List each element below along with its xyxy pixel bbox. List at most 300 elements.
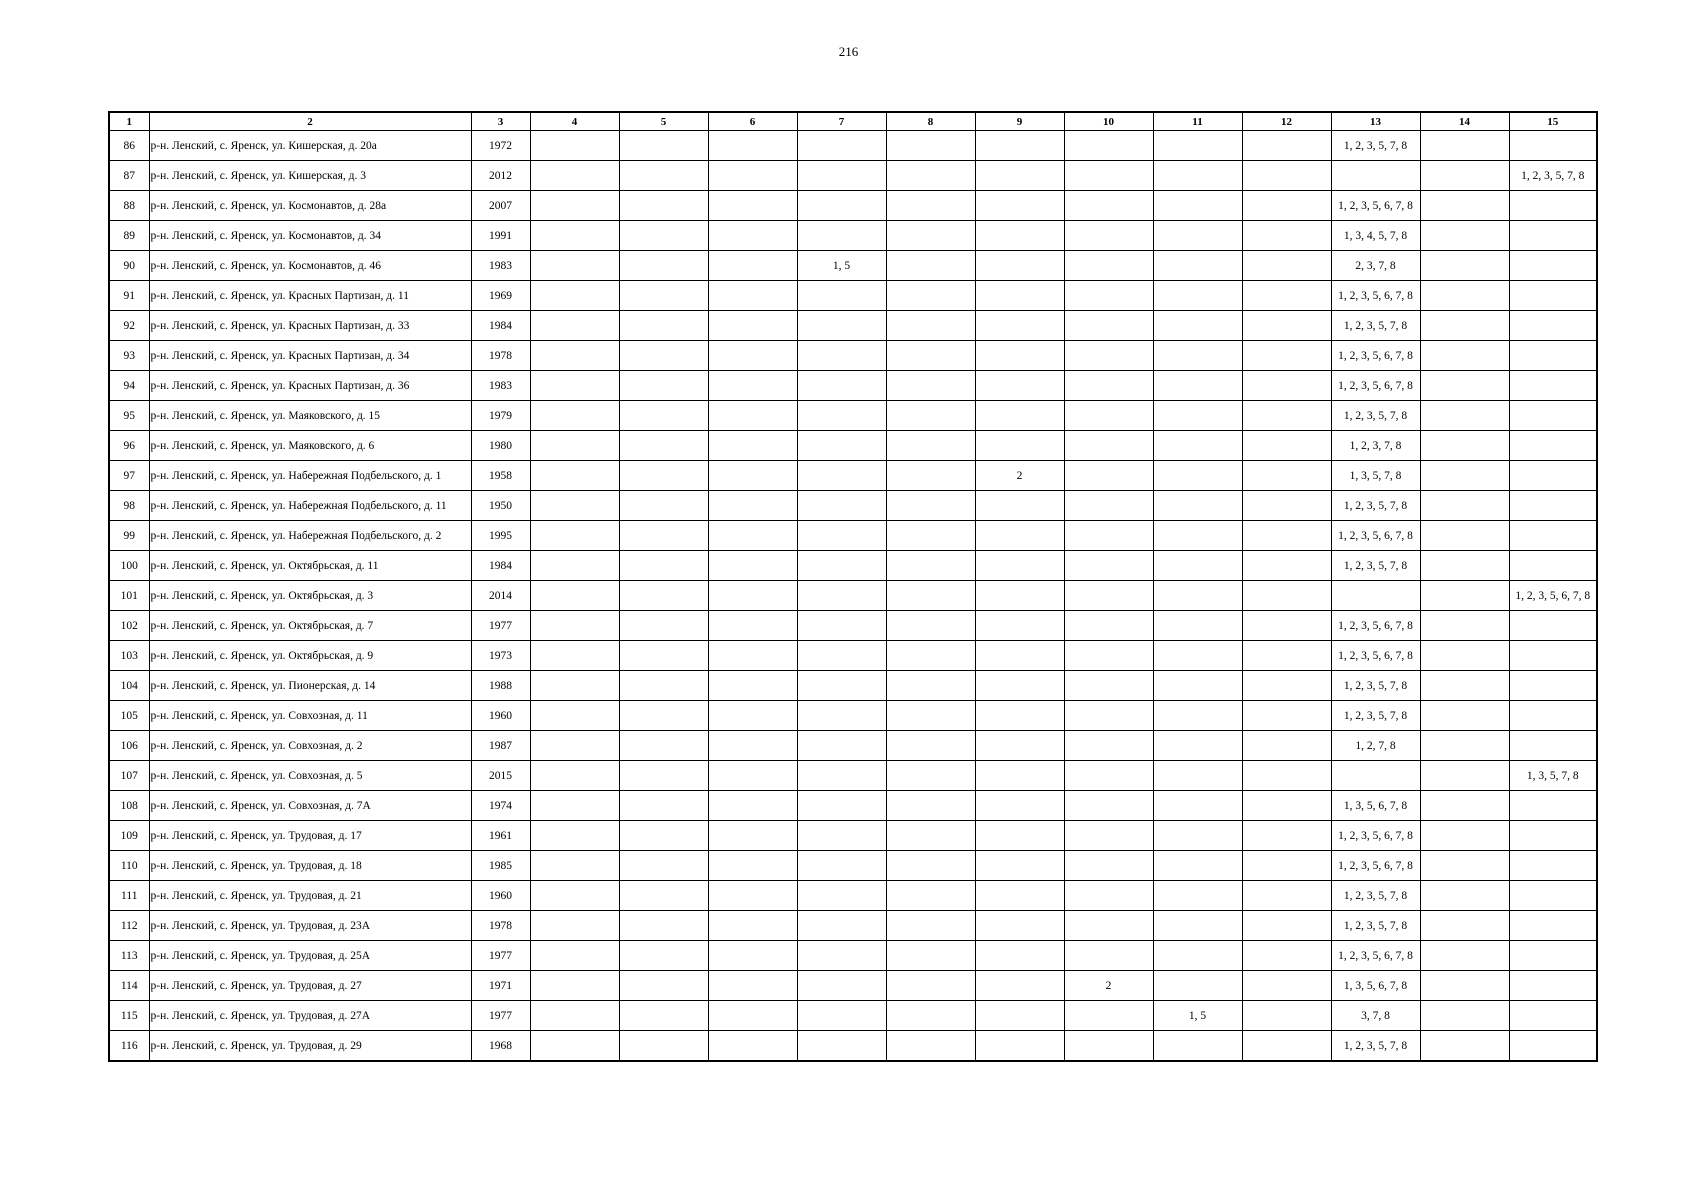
cell-col-8 bbox=[886, 311, 975, 341]
cell-col-10 bbox=[1064, 761, 1153, 791]
cell-col-10 bbox=[1064, 521, 1153, 551]
cell-col-1: 116 bbox=[109, 1031, 149, 1062]
cell-col-9 bbox=[975, 401, 1064, 431]
cell-col-4 bbox=[530, 911, 619, 941]
cell-col-14 bbox=[1420, 791, 1509, 821]
cell-col-5 bbox=[619, 971, 708, 1001]
cell-col-9 bbox=[975, 551, 1064, 581]
cell-col-6 bbox=[708, 731, 797, 761]
table-body bbox=[109, 131, 1597, 1062]
cell-col-11 bbox=[1153, 461, 1242, 491]
cell-col-2: р-н. Ленский, с. Яренск, ул. Пионерская, д. 14 bbox=[149, 671, 471, 701]
cell-col-8 bbox=[886, 821, 975, 851]
cell-col-4 bbox=[530, 821, 619, 851]
cell-col-2: р-н. Ленский, с. Яренск, ул. Набережная Подбельского, д. 1 bbox=[149, 461, 471, 491]
cell-col-8 bbox=[886, 941, 975, 971]
table-row bbox=[109, 491, 1597, 521]
table-row bbox=[109, 431, 1597, 461]
cell-col-14 bbox=[1420, 881, 1509, 911]
cell-col-6 bbox=[708, 671, 797, 701]
cell-col-9 bbox=[975, 971, 1064, 1001]
cell-col-10 bbox=[1064, 941, 1153, 971]
cell-col-4 bbox=[530, 401, 619, 431]
cell-col-10 bbox=[1064, 671, 1153, 701]
cell-col-8 bbox=[886, 731, 975, 761]
cell-col-13: 1, 2, 3, 5, 6, 7, 8 bbox=[1331, 521, 1420, 551]
cell-col-6 bbox=[708, 461, 797, 491]
cell-col-10 bbox=[1064, 191, 1153, 221]
cell-col-10 bbox=[1064, 281, 1153, 311]
cell-col-15 bbox=[1509, 371, 1597, 401]
cell-col-10 bbox=[1064, 431, 1153, 461]
cell-col-11 bbox=[1153, 821, 1242, 851]
table-row bbox=[109, 221, 1597, 251]
cell-col-6 bbox=[708, 911, 797, 941]
cell-col-10 bbox=[1064, 551, 1153, 581]
cell-col-1: 115 bbox=[109, 1001, 149, 1031]
cell-col-14 bbox=[1420, 521, 1509, 551]
cell-col-7 bbox=[797, 431, 886, 461]
cell-col-7 bbox=[797, 401, 886, 431]
cell-col-7 bbox=[797, 641, 886, 671]
cell-col-11 bbox=[1153, 281, 1242, 311]
cell-col-14 bbox=[1420, 551, 1509, 581]
cell-col-3: 1973 bbox=[471, 641, 530, 671]
cell-col-10 bbox=[1064, 131, 1153, 161]
cell-col-15 bbox=[1509, 461, 1597, 491]
cell-col-3: 1984 bbox=[471, 551, 530, 581]
cell-col-12 bbox=[1242, 221, 1331, 251]
buildings-table bbox=[108, 111, 1598, 1062]
cell-col-1: 108 bbox=[109, 791, 149, 821]
cell-col-9 bbox=[975, 611, 1064, 641]
cell-col-8 bbox=[886, 851, 975, 881]
cell-col-8 bbox=[886, 971, 975, 1001]
cell-col-4 bbox=[530, 851, 619, 881]
cell-col-4 bbox=[530, 281, 619, 311]
cell-col-14 bbox=[1420, 611, 1509, 641]
cell-col-5 bbox=[619, 641, 708, 671]
cell-col-2: р-н. Ленский, с. Яренск, ул. Октябрьская, д. 11 bbox=[149, 551, 471, 581]
cell-col-4 bbox=[530, 431, 619, 461]
cell-col-13: 1, 2, 3, 5, 7, 8 bbox=[1331, 551, 1420, 581]
cell-col-12 bbox=[1242, 401, 1331, 431]
cell-col-13: 1, 3, 5, 6, 7, 8 bbox=[1331, 971, 1420, 1001]
cell-col-11 bbox=[1153, 581, 1242, 611]
cell-col-12 bbox=[1242, 371, 1331, 401]
cell-col-11 bbox=[1153, 521, 1242, 551]
cell-col-5 bbox=[619, 521, 708, 551]
table-row bbox=[109, 161, 1597, 191]
cell-col-13: 3, 7, 8 bbox=[1331, 1001, 1420, 1031]
cell-col-6 bbox=[708, 941, 797, 971]
cell-col-8 bbox=[886, 551, 975, 581]
cell-col-14 bbox=[1420, 851, 1509, 881]
cell-col-1: 112 bbox=[109, 911, 149, 941]
cell-col-13: 1, 3, 5, 7, 8 bbox=[1331, 461, 1420, 491]
cell-col-13: 1, 2, 3, 5, 6, 7, 8 bbox=[1331, 371, 1420, 401]
cell-col-12 bbox=[1242, 161, 1331, 191]
cell-col-8 bbox=[886, 431, 975, 461]
cell-col-10 bbox=[1064, 851, 1153, 881]
cell-col-14 bbox=[1420, 911, 1509, 941]
cell-col-3: 1987 bbox=[471, 731, 530, 761]
cell-col-3: 1968 bbox=[471, 1031, 530, 1062]
cell-col-10 bbox=[1064, 491, 1153, 521]
cell-col-12 bbox=[1242, 971, 1331, 1001]
cell-col-1: 111 bbox=[109, 881, 149, 911]
column-header-1: 1 bbox=[109, 112, 149, 131]
cell-col-3: 1988 bbox=[471, 671, 530, 701]
cell-col-8 bbox=[886, 491, 975, 521]
cell-col-10 bbox=[1064, 791, 1153, 821]
table-row bbox=[109, 671, 1597, 701]
cell-col-11: 1, 5 bbox=[1153, 1001, 1242, 1031]
table-row bbox=[109, 461, 1597, 491]
cell-col-2: р-н. Ленский, с. Яренск, ул. Трудовая, д. 23А bbox=[149, 911, 471, 941]
cell-col-5 bbox=[619, 821, 708, 851]
cell-col-7 bbox=[797, 311, 886, 341]
cell-col-11 bbox=[1153, 401, 1242, 431]
table-row bbox=[109, 281, 1597, 311]
cell-col-13 bbox=[1331, 581, 1420, 611]
cell-col-15 bbox=[1509, 641, 1597, 671]
cell-col-8 bbox=[886, 671, 975, 701]
cell-col-14 bbox=[1420, 671, 1509, 701]
cell-col-7 bbox=[797, 761, 886, 791]
cell-col-13: 1, 2, 3, 5, 7, 8 bbox=[1331, 881, 1420, 911]
cell-col-11 bbox=[1153, 191, 1242, 221]
cell-col-13: 1, 2, 3, 5, 7, 8 bbox=[1331, 311, 1420, 341]
cell-col-15 bbox=[1509, 671, 1597, 701]
cell-col-1: 98 bbox=[109, 491, 149, 521]
cell-col-9 bbox=[975, 851, 1064, 881]
cell-col-3: 1977 bbox=[471, 611, 530, 641]
cell-col-4 bbox=[530, 461, 619, 491]
cell-col-13 bbox=[1331, 161, 1420, 191]
cell-col-1: 91 bbox=[109, 281, 149, 311]
cell-col-9 bbox=[975, 521, 1064, 551]
cell-col-2: р-н. Ленский, с. Яренск, ул. Космонавтов, д. 28а bbox=[149, 191, 471, 221]
cell-col-14 bbox=[1420, 491, 1509, 521]
cell-col-9 bbox=[975, 161, 1064, 191]
cell-col-12 bbox=[1242, 611, 1331, 641]
cell-col-6 bbox=[708, 161, 797, 191]
cell-col-6 bbox=[708, 581, 797, 611]
table-row bbox=[109, 131, 1597, 161]
table-row bbox=[109, 1031, 1597, 1062]
cell-col-14 bbox=[1420, 821, 1509, 851]
cell-col-9 bbox=[975, 221, 1064, 251]
cell-col-6 bbox=[708, 131, 797, 161]
cell-col-1: 113 bbox=[109, 941, 149, 971]
cell-col-13: 1, 2, 3, 5, 6, 7, 8 bbox=[1331, 641, 1420, 671]
cell-col-2: р-н. Ленский, с. Яренск, ул. Набережная Подбельского, д. 11 bbox=[149, 491, 471, 521]
cell-col-8 bbox=[886, 1001, 975, 1031]
cell-col-11 bbox=[1153, 851, 1242, 881]
cell-col-5 bbox=[619, 221, 708, 251]
cell-col-11 bbox=[1153, 551, 1242, 581]
column-header-12: 12 bbox=[1242, 112, 1331, 131]
cell-col-6 bbox=[708, 551, 797, 581]
cell-col-2: р-н. Ленский, с. Яренск, ул. Октябрьская, д. 9 bbox=[149, 641, 471, 671]
cell-col-4 bbox=[530, 971, 619, 1001]
cell-col-1: 114 bbox=[109, 971, 149, 1001]
cell-col-14 bbox=[1420, 341, 1509, 371]
cell-col-15 bbox=[1509, 341, 1597, 371]
cell-col-1: 104 bbox=[109, 671, 149, 701]
cell-col-9 bbox=[975, 641, 1064, 671]
cell-col-7 bbox=[797, 371, 886, 401]
cell-col-2: р-н. Ленский, с. Яренск, ул. Совхозная, д. 2 bbox=[149, 731, 471, 761]
cell-col-1: 88 bbox=[109, 191, 149, 221]
cell-col-5 bbox=[619, 611, 708, 641]
cell-col-9: 2 bbox=[975, 461, 1064, 491]
cell-col-7 bbox=[797, 821, 886, 851]
cell-col-4 bbox=[530, 761, 619, 791]
cell-col-10 bbox=[1064, 701, 1153, 731]
cell-col-15 bbox=[1509, 281, 1597, 311]
cell-col-2: р-н. Ленский, с. Яренск, ул. Космонавтов, д. 34 bbox=[149, 221, 471, 251]
cell-col-2: р-н. Ленский, с. Яренск, ул. Совхозная, д. 11 bbox=[149, 701, 471, 731]
cell-col-11 bbox=[1153, 671, 1242, 701]
cell-col-4 bbox=[530, 1001, 619, 1031]
cell-col-15 bbox=[1509, 521, 1597, 551]
cell-col-10 bbox=[1064, 161, 1153, 191]
cell-col-6 bbox=[708, 791, 797, 821]
cell-col-11 bbox=[1153, 731, 1242, 761]
cell-col-15 bbox=[1509, 611, 1597, 641]
cell-col-13: 1, 2, 3, 5, 6, 7, 8 bbox=[1331, 941, 1420, 971]
cell-col-3: 1950 bbox=[471, 491, 530, 521]
cell-col-6 bbox=[708, 641, 797, 671]
cell-col-5 bbox=[619, 551, 708, 581]
cell-col-12 bbox=[1242, 701, 1331, 731]
cell-col-15 bbox=[1509, 941, 1597, 971]
cell-col-4 bbox=[530, 1031, 619, 1062]
cell-col-12 bbox=[1242, 431, 1331, 461]
cell-col-14 bbox=[1420, 641, 1509, 671]
table-row bbox=[109, 251, 1597, 281]
cell-col-6 bbox=[708, 401, 797, 431]
cell-col-13: 1, 2, 3, 5, 7, 8 bbox=[1331, 1031, 1420, 1062]
cell-col-7 bbox=[797, 491, 886, 521]
table-row bbox=[109, 791, 1597, 821]
cell-col-1: 99 bbox=[109, 521, 149, 551]
cell-col-14 bbox=[1420, 371, 1509, 401]
cell-col-12 bbox=[1242, 641, 1331, 671]
cell-col-7 bbox=[797, 521, 886, 551]
cell-col-13: 1, 2, 3, 5, 6, 7, 8 bbox=[1331, 851, 1420, 881]
table-row bbox=[109, 641, 1597, 671]
cell-col-10 bbox=[1064, 461, 1153, 491]
cell-col-14 bbox=[1420, 311, 1509, 341]
cell-col-5 bbox=[619, 761, 708, 791]
cell-col-2: р-н. Ленский, с. Яренск, ул. Октябрьская, д. 7 bbox=[149, 611, 471, 641]
cell-col-10 bbox=[1064, 641, 1153, 671]
cell-col-15: 1, 2, 3, 5, 6, 7, 8 bbox=[1509, 581, 1597, 611]
cell-col-3: 1978 bbox=[471, 341, 530, 371]
table-row bbox=[109, 581, 1597, 611]
cell-col-12 bbox=[1242, 191, 1331, 221]
cell-col-6 bbox=[708, 851, 797, 881]
cell-col-5 bbox=[619, 851, 708, 881]
cell-col-4 bbox=[530, 791, 619, 821]
cell-col-14 bbox=[1420, 251, 1509, 281]
cell-col-1: 87 bbox=[109, 161, 149, 191]
cell-col-4 bbox=[530, 941, 619, 971]
cell-col-5 bbox=[619, 791, 708, 821]
cell-col-8 bbox=[886, 911, 975, 941]
cell-col-13: 1, 2, 3, 5, 7, 8 bbox=[1331, 911, 1420, 941]
cell-col-15 bbox=[1509, 191, 1597, 221]
cell-col-5 bbox=[619, 881, 708, 911]
cell-col-4 bbox=[530, 491, 619, 521]
cell-col-13: 1, 2, 7, 8 bbox=[1331, 731, 1420, 761]
cell-col-10 bbox=[1064, 1001, 1153, 1031]
cell-col-3: 2007 bbox=[471, 191, 530, 221]
cell-col-7 bbox=[797, 1001, 886, 1031]
cell-col-1: 92 bbox=[109, 311, 149, 341]
cell-col-2: р-н. Ленский, с. Яренск, ул. Трудовая, д. 18 bbox=[149, 851, 471, 881]
cell-col-15 bbox=[1509, 701, 1597, 731]
cell-col-8 bbox=[886, 701, 975, 731]
cell-col-14 bbox=[1420, 461, 1509, 491]
cell-col-12 bbox=[1242, 521, 1331, 551]
cell-col-12 bbox=[1242, 491, 1331, 521]
table-row bbox=[109, 1001, 1597, 1031]
cell-col-11 bbox=[1153, 911, 1242, 941]
cell-col-7 bbox=[797, 941, 886, 971]
cell-col-8 bbox=[886, 761, 975, 791]
cell-col-2: р-н. Ленский, с. Яренск, ул. Маяковского, д. 15 bbox=[149, 401, 471, 431]
column-header-14: 14 bbox=[1420, 112, 1509, 131]
cell-col-2: р-н. Ленский, с. Яренск, ул. Трудовая, д. 27 bbox=[149, 971, 471, 1001]
cell-col-8 bbox=[886, 881, 975, 911]
cell-col-1: 103 bbox=[109, 641, 149, 671]
cell-col-12 bbox=[1242, 311, 1331, 341]
cell-col-1: 100 bbox=[109, 551, 149, 581]
cell-col-3: 1977 bbox=[471, 1001, 530, 1031]
cell-col-4 bbox=[530, 731, 619, 761]
cell-col-12 bbox=[1242, 671, 1331, 701]
column-header-15: 15 bbox=[1509, 112, 1597, 131]
table-row bbox=[109, 941, 1597, 971]
column-header-9: 9 bbox=[975, 112, 1064, 131]
cell-col-6 bbox=[708, 1031, 797, 1062]
cell-col-15 bbox=[1509, 1001, 1597, 1031]
cell-col-14 bbox=[1420, 1031, 1509, 1062]
cell-col-5 bbox=[619, 491, 708, 521]
cell-col-15 bbox=[1509, 1031, 1597, 1062]
cell-col-14 bbox=[1420, 1001, 1509, 1031]
cell-col-6 bbox=[708, 341, 797, 371]
cell-col-7 bbox=[797, 341, 886, 371]
cell-col-7 bbox=[797, 581, 886, 611]
cell-col-5 bbox=[619, 371, 708, 401]
cell-col-5 bbox=[619, 401, 708, 431]
cell-col-6 bbox=[708, 221, 797, 251]
cell-col-13: 1, 2, 3, 7, 8 bbox=[1331, 431, 1420, 461]
cell-col-11 bbox=[1153, 251, 1242, 281]
cell-col-4 bbox=[530, 371, 619, 401]
cell-col-14 bbox=[1420, 281, 1509, 311]
cell-col-7 bbox=[797, 971, 886, 1001]
cell-col-12 bbox=[1242, 461, 1331, 491]
cell-col-3: 1960 bbox=[471, 881, 530, 911]
cell-col-8 bbox=[886, 641, 975, 671]
cell-col-12 bbox=[1242, 581, 1331, 611]
cell-col-9 bbox=[975, 941, 1064, 971]
cell-col-6 bbox=[708, 1001, 797, 1031]
cell-col-7 bbox=[797, 881, 886, 911]
cell-col-15 bbox=[1509, 311, 1597, 341]
cell-col-14 bbox=[1420, 581, 1509, 611]
cell-col-11 bbox=[1153, 1031, 1242, 1062]
cell-col-3: 1969 bbox=[471, 281, 530, 311]
cell-col-2: р-н. Ленский, с. Яренск, ул. Красных Партизан, д. 36 bbox=[149, 371, 471, 401]
cell-col-3: 1983 bbox=[471, 251, 530, 281]
cell-col-12 bbox=[1242, 851, 1331, 881]
cell-col-12 bbox=[1242, 941, 1331, 971]
cell-col-8 bbox=[886, 791, 975, 821]
cell-col-7 bbox=[797, 191, 886, 221]
cell-col-14 bbox=[1420, 221, 1509, 251]
cell-col-5 bbox=[619, 701, 708, 731]
cell-col-6 bbox=[708, 701, 797, 731]
cell-col-15 bbox=[1509, 971, 1597, 1001]
cell-col-9 bbox=[975, 911, 1064, 941]
cell-col-4 bbox=[530, 521, 619, 551]
cell-col-5 bbox=[619, 431, 708, 461]
cell-col-12 bbox=[1242, 1001, 1331, 1031]
cell-col-2: р-н. Ленский, с. Яренск, ул. Красных Партизан, д. 11 bbox=[149, 281, 471, 311]
cell-col-7 bbox=[797, 131, 886, 161]
cell-col-13 bbox=[1331, 761, 1420, 791]
column-header-2: 2 bbox=[149, 112, 471, 131]
cell-col-5 bbox=[619, 1031, 708, 1062]
cell-col-5 bbox=[619, 251, 708, 281]
cell-col-1: 90 bbox=[109, 251, 149, 281]
table-row bbox=[109, 911, 1597, 941]
cell-col-15 bbox=[1509, 491, 1597, 521]
cell-col-2: р-н. Ленский, с. Яренск, ул. Красных Партизан, д. 34 bbox=[149, 341, 471, 371]
column-header-4: 4 bbox=[530, 112, 619, 131]
cell-col-9 bbox=[975, 881, 1064, 911]
cell-col-13: 1, 3, 4, 5, 7, 8 bbox=[1331, 221, 1420, 251]
cell-col-3: 1961 bbox=[471, 821, 530, 851]
cell-col-10 bbox=[1064, 341, 1153, 371]
cell-col-3: 2014 bbox=[471, 581, 530, 611]
cell-col-7 bbox=[797, 701, 886, 731]
cell-col-7: 1, 5 bbox=[797, 251, 886, 281]
cell-col-13: 1, 2, 3, 5, 6, 7, 8 bbox=[1331, 611, 1420, 641]
cell-col-15 bbox=[1509, 731, 1597, 761]
page-number: 216 bbox=[838, 44, 859, 59]
table-row bbox=[109, 851, 1597, 881]
cell-col-13: 2, 3, 7, 8 bbox=[1331, 251, 1420, 281]
cell-col-3: 2012 bbox=[471, 161, 530, 191]
cell-col-10 bbox=[1064, 371, 1153, 401]
cell-col-2: р-н. Ленский, с. Яренск, ул. Трудовая, д. 29 bbox=[149, 1031, 471, 1062]
cell-col-11 bbox=[1153, 311, 1242, 341]
cell-col-11 bbox=[1153, 371, 1242, 401]
cell-col-9 bbox=[975, 791, 1064, 821]
cell-col-9 bbox=[975, 491, 1064, 521]
cell-col-4 bbox=[530, 311, 619, 341]
cell-col-4 bbox=[530, 581, 619, 611]
cell-col-1: 109 bbox=[109, 821, 149, 851]
